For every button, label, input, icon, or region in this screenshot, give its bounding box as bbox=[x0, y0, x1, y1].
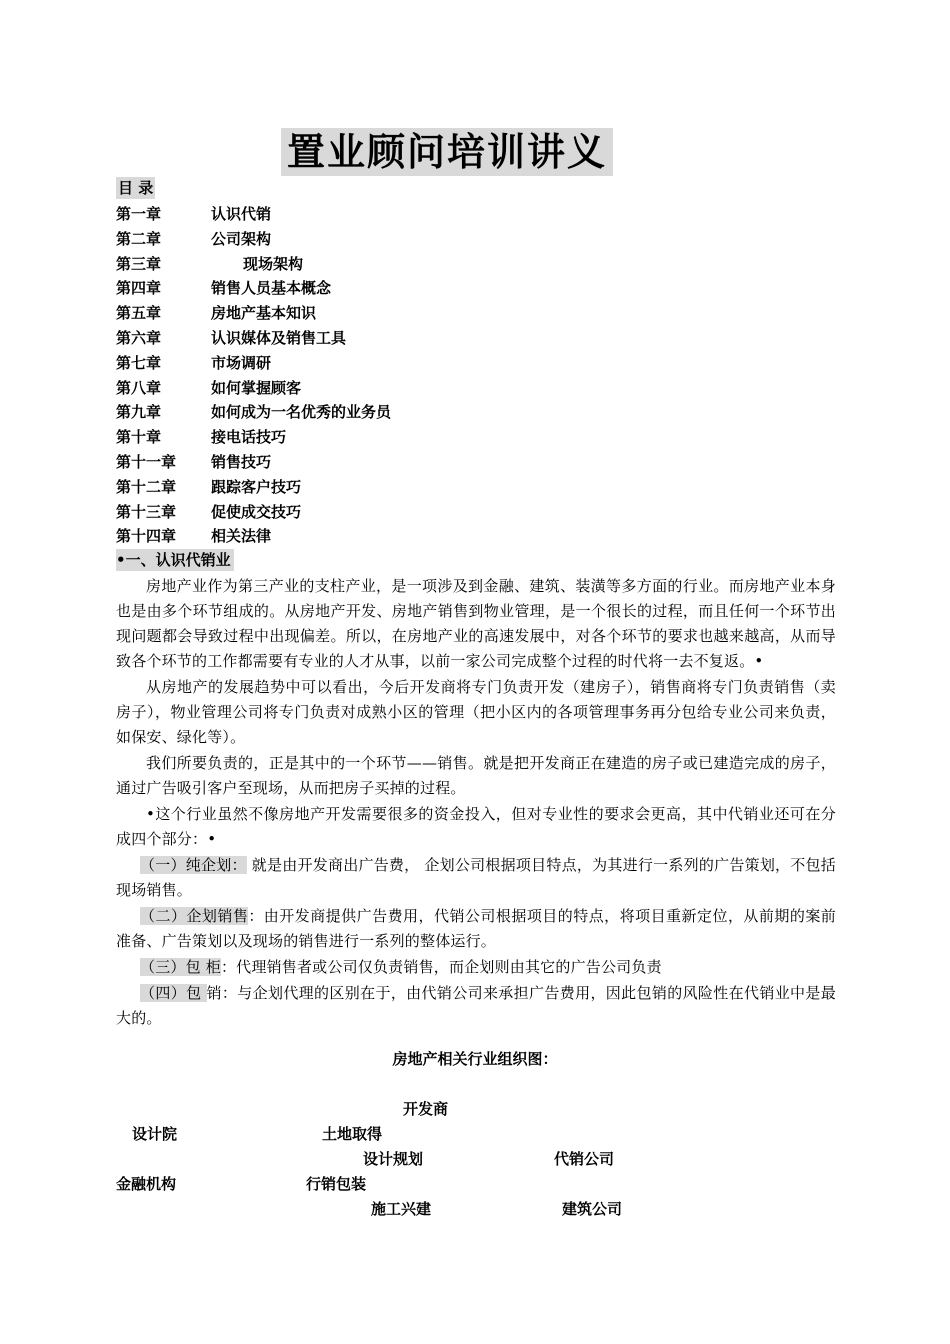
section-heading: •一、认识代销业 bbox=[116, 549, 234, 571]
toc-chapter: 第十三章 bbox=[116, 502, 177, 521]
toc-chapter: 第十二章 bbox=[116, 477, 177, 496]
toc-item bbox=[116, 400, 616, 425]
toc-title: 认识媒体及销售工具 bbox=[211, 328, 347, 347]
item-label: （二）企划销售 bbox=[140, 907, 249, 925]
item-text: ：代理销售者或公司仅负责销售，而企划则由其它的广告公司负责 bbox=[220, 958, 662, 976]
toc-chapter: 第十一章 bbox=[116, 452, 177, 471]
toc-title: 促使成交技巧 bbox=[211, 502, 302, 521]
item-label: （三）包 柜 bbox=[140, 958, 221, 976]
toc-title: 相关法律 bbox=[211, 527, 272, 546]
toc-chapter: 第二章 bbox=[116, 229, 162, 248]
toc-item bbox=[116, 376, 616, 401]
toc-item bbox=[116, 450, 616, 475]
toc-item bbox=[116, 475, 616, 500]
item-text: 销：与企划代理的区别在于，由代销公司来承担广告费用，因此包销的风险性在代销业中是最大的。 bbox=[116, 984, 836, 1027]
paragraph: 我们所要负责的，正是其中的一个环节——销售。就是把开发商正在建造的房子或已建造完成的房子，通过广告吸引客户至现场，从而把房子买掉的过程。 bbox=[116, 754, 836, 797]
list-item bbox=[116, 955, 836, 980]
toc-item bbox=[116, 227, 616, 252]
org-chart-title bbox=[0, 1048, 950, 1070]
section-body bbox=[116, 574, 836, 1032]
paragraph: 房地产业作为第三产业的支柱产业，是一项涉及到金融、建筑、装潢等多方面的行业。而房地产业本身也是由多个环节组成的。从房地产开发、房地产销售到物业管理，是一个很长的过程，而且任何一个环节出现问题都会导致过程中出现偏差。所以，在房地产业的高速发展中，对各个环节的要求也越来越高，从而导致各个环节的工作都需要有专业的人才从事，以前一家公司完成整个过程的时代将一去不复返。• bbox=[116, 577, 836, 670]
org-node-builder: 建筑公司 bbox=[562, 1200, 623, 1218]
list-item bbox=[116, 981, 836, 1031]
list-item bbox=[116, 904, 836, 954]
page-title: 置业顾问培训讲义 bbox=[281, 128, 613, 176]
toc-chapter: 第四章 bbox=[116, 279, 162, 298]
toc-title: 现场架构 bbox=[243, 254, 304, 273]
toc-title: 公司架构 bbox=[211, 229, 272, 248]
toc-title: 房地产基本知识 bbox=[211, 304, 317, 323]
item-label: （四）包 bbox=[140, 984, 207, 1002]
toc-chapter: 第九章 bbox=[116, 403, 162, 422]
toc-item bbox=[116, 276, 616, 301]
toc-title: 跟踪客户技巧 bbox=[211, 477, 302, 496]
org-node-land: 土地取得 bbox=[322, 1125, 383, 1143]
item-text: ：由开发商提供广告费用，代销公司根据项目的特点，将项目重新定位，从前期的案前准备、广告策划以及现场的销售进行一系列的整体运行。 bbox=[116, 907, 836, 950]
paragraph: •这个行业虽然不像房地产开发需要很多的资金投入，但对专业性的要求会更高，其中代销业还可在分成四个部分：• bbox=[116, 805, 836, 848]
table-of-contents bbox=[116, 202, 616, 549]
toc-chapter: 第五章 bbox=[116, 304, 162, 323]
toc-title: 销售人员基本概念 bbox=[211, 279, 332, 298]
toc-chapter: 第七章 bbox=[116, 353, 162, 372]
toc-chapter: 第六章 bbox=[116, 328, 162, 347]
toc-item bbox=[116, 351, 616, 376]
toc-title: 接电话技巧 bbox=[211, 428, 287, 447]
org-node-marketing: 行销包装 bbox=[306, 1175, 367, 1193]
toc-item bbox=[116, 252, 616, 277]
item-label: （一）纯企划： bbox=[140, 856, 247, 874]
toc-item bbox=[116, 202, 616, 227]
toc-item bbox=[116, 425, 616, 450]
org-node-design-institute: 设计院 bbox=[132, 1125, 178, 1143]
toc-heading: 目 录 bbox=[118, 179, 154, 197]
toc-item bbox=[116, 524, 616, 549]
toc-title: 如何掌握顾客 bbox=[211, 378, 302, 397]
toc-item bbox=[116, 326, 616, 351]
toc-item bbox=[116, 301, 616, 326]
list-item bbox=[116, 853, 836, 903]
item-text: 就是由开发商出广告费， 企划公司根据项目特点，为其进行一系列的广告策划，不包括现场销售。 bbox=[116, 856, 836, 899]
toc-chapter: 第八章 bbox=[116, 378, 162, 397]
toc-chapter: 第十章 bbox=[116, 428, 162, 447]
toc-title: 销售技巧 bbox=[211, 452, 272, 471]
toc-title: 如何成为一名优秀的业务员 bbox=[211, 403, 392, 422]
toc-chapter: 第三章 bbox=[116, 254, 162, 273]
paragraph: 从房地产的发展趋势中可以看出，今后开发商将专门负责开发（建房子），销售商将专门负责销售（卖房子），物业管理公司将专门负责对成熟小区的管理（把小区内的各项管理事务再分包给专业公司来负责，如保安、绿化等）。 bbox=[116, 678, 836, 746]
org-node-design-planning: 设计规划 bbox=[363, 1150, 424, 1168]
toc-chapter: 第十四章 bbox=[116, 527, 177, 546]
toc-title: 市场调研 bbox=[211, 353, 272, 372]
toc-item bbox=[116, 500, 616, 525]
org-node-agency: 代销公司 bbox=[554, 1150, 615, 1168]
org-node-finance: 金融机构 bbox=[116, 1175, 177, 1193]
toc-title: 认识代销 bbox=[211, 205, 272, 223]
org-chart-title-text: 房地产相关行业组织图： bbox=[392, 1050, 558, 1068]
org-node-construction: 施工兴建 bbox=[371, 1200, 432, 1218]
toc-chapter: 第一章 bbox=[116, 205, 162, 223]
org-node-developer: 开发商 bbox=[403, 1100, 449, 1118]
